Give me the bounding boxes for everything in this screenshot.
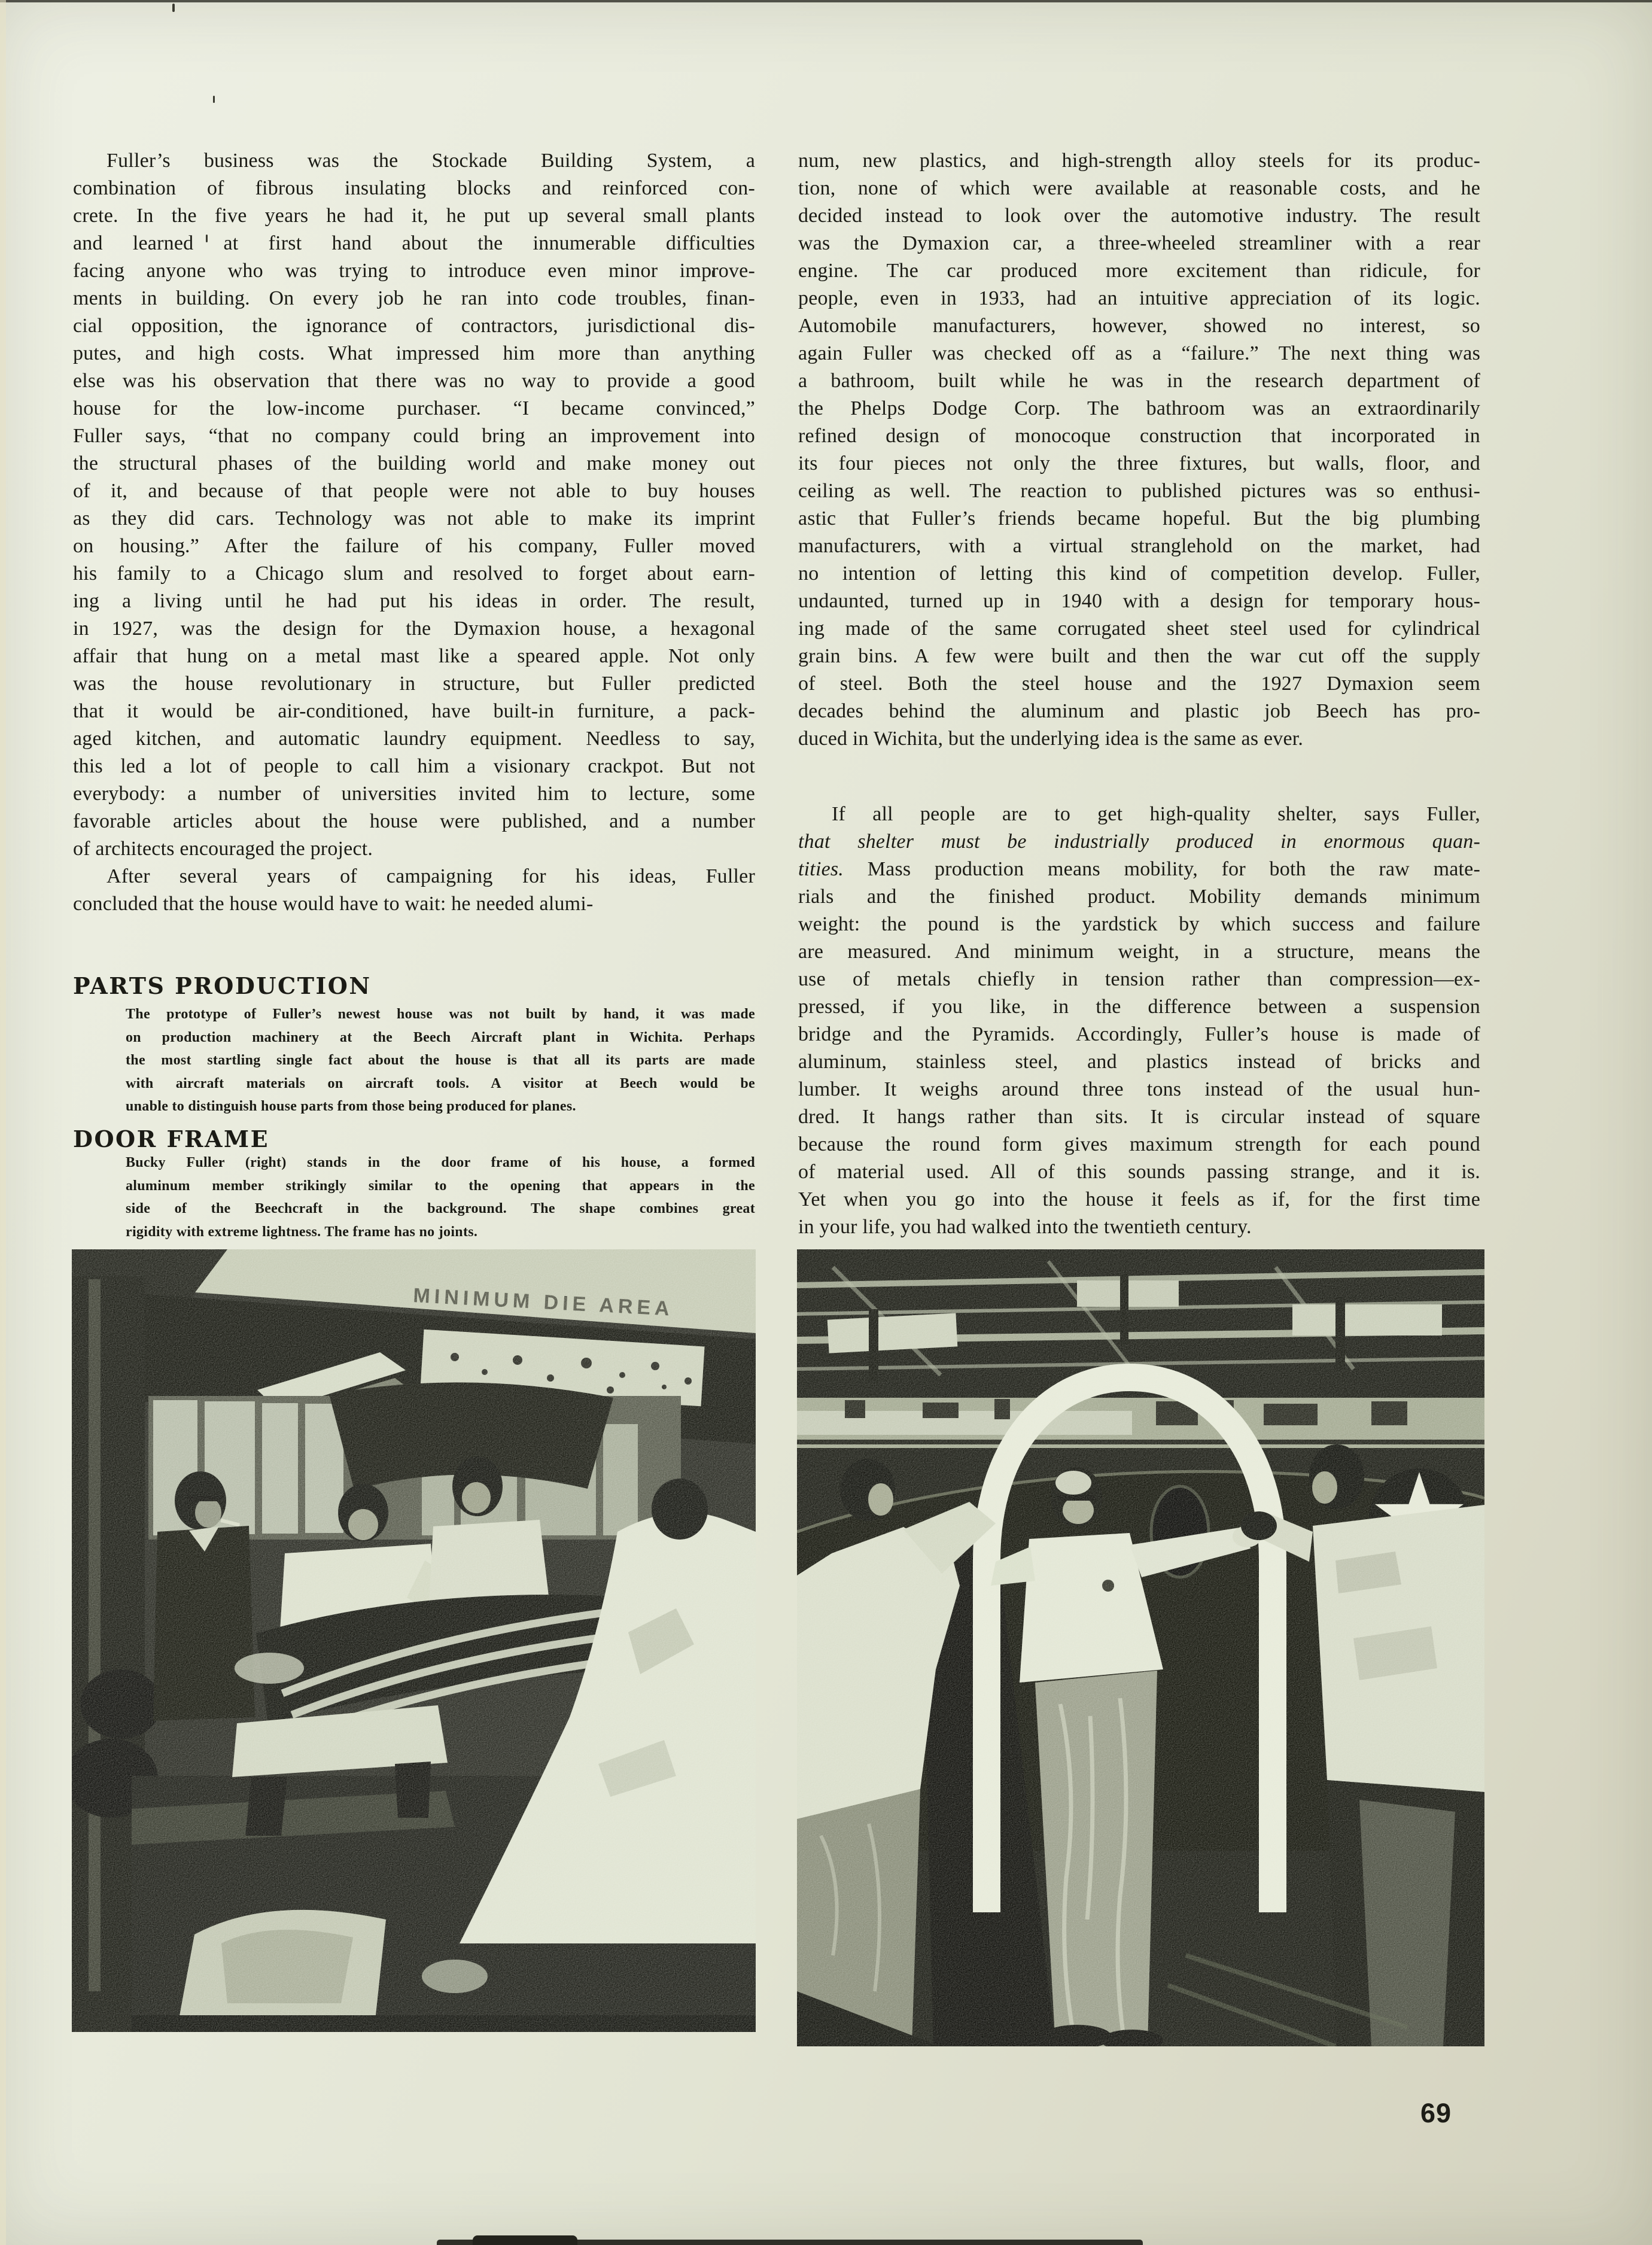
text-line: people, even in 1933, had an intuitive appreciation of its logic.: [798, 287, 1480, 309]
factory-press-scene: [72, 1249, 756, 2032]
text-line: ing made of the same corrugated sheet steel used for cylindrical: [798, 617, 1480, 640]
body-paragraph: [73, 147, 755, 863]
text-line: After several years of campaigning for his ideas, Fuller: [107, 865, 755, 887]
text-line: of steel. Both the steel house and the 1927 Dymaxion seem: [798, 673, 1480, 695]
text-line: no intention of letting this kind of competition develop. Fuller,: [798, 562, 1480, 585]
text-line: a bathroom, built while he was in the research department of: [798, 370, 1480, 392]
film-grain: [797, 1249, 1484, 2046]
text-line: pressed, if you like, in the difference between a suspension: [798, 996, 1480, 1018]
body-paragraph: [73, 863, 755, 918]
text-line: Yet when you go into the house it feels as if, for the first time: [798, 1188, 1480, 1210]
body-paragraph: [798, 147, 1480, 753]
text-line: this led a lot of people to call him a visionary crackpot. But not: [73, 755, 755, 777]
photo-caption-door-frame: [126, 1151, 755, 1243]
photo-caption-parts-production: [126, 1003, 755, 1118]
text-line: the Phelps Dodge Corp. The bathroom was an extraordinarily: [798, 397, 1480, 419]
right-column: [798, 0, 1480, 1251]
text-line: engine. The car produced more excitement than ridicule, for: [798, 260, 1480, 282]
text-line: of material used. All of this sounds passing strange, and it is.: [798, 1161, 1480, 1183]
text-line: decades behind the aluminum and plastic job Beech has pro-: [798, 700, 1480, 722]
text-line: on housing.” After the failure of his company, Fuller moved: [73, 535, 755, 557]
text-line: putes, and high costs. What impressed him more than anything: [73, 342, 755, 364]
text-line: of it, and because of that people were not able to buy houses: [73, 480, 755, 502]
text-line: weight: the pound is the yardstick by which success and failure: [798, 913, 1480, 935]
text-line: Fuller’s business was the Stockade Building System, a: [107, 150, 755, 172]
text-line: unable to distinguish house parts from those being produced for planes.: [126, 1099, 576, 1114]
text-line: that it would be air-conditioned, have built-in furniture, a pack-: [73, 700, 755, 722]
section-heading-door-frame: DOOR FRAME: [73, 1125, 270, 1152]
text-line: decided instead to look over the automotive industry. The result: [798, 205, 1480, 227]
text-line: bridge and the Pyramids. Accordingly, Fuller’s house is made of: [798, 1023, 1480, 1045]
text-line: tities. Mass production means mobility, for both the raw mate-: [798, 858, 1480, 880]
text-line: dred. It hangs rather than sits. It is circular instead of square: [798, 1106, 1480, 1128]
text-line: manufacturers, with a virtual stranglehold on the market, had: [798, 535, 1480, 557]
text-line: aluminum, stainless steel, and plastics instead of bricks and: [798, 1051, 1480, 1073]
text-line: are measured. And minimum weight, in a structure, means the: [798, 941, 1480, 963]
text-line: crete. In the five years he had it, he put up several small plants: [73, 205, 755, 227]
text-line: the structural phases of the building world and make money out: [73, 452, 755, 474]
text-line: rigidity with extreme lightness. The frame has no joints.: [126, 1224, 478, 1240]
text-line: the most startling single fact about the house is that all its parts are made: [126, 1052, 755, 1068]
parts-production-photo: [72, 1249, 756, 2032]
section-heading-parts-production: PARTS PRODUCTION: [73, 972, 372, 999]
text-line: Fuller says, “that no company could bring an improvement into: [73, 425, 755, 447]
text-line: house for the low-income purchaser. “I became convinced,”: [73, 397, 755, 419]
scan-left-edge: [0, 0, 6, 2245]
die-area-sign-text: MINIMUM DIE AREA: [412, 1284, 674, 1321]
text-line: favorable articles about the house were published, and a number: [73, 810, 755, 832]
text-line: everybody: a number of universities invited him to lecture, some: [73, 783, 755, 805]
text-line: If all people are to get high-quality shelter, says Fuller,: [832, 803, 1480, 825]
text-line: duced in Wichita, but the underlying idea is the same as ever.: [798, 728, 1304, 750]
text-line: ceiling as well. The reaction to published pictures was so enthusi-: [798, 480, 1480, 502]
text-line: of architects encouraged the project.: [73, 838, 373, 860]
text-line: on production machinery at the Beech Aircraft plant in Wichita. Perhaps: [126, 1029, 755, 1045]
text-line: aged kitchen, and automatic laundry equipment. Needless to say,: [73, 728, 755, 750]
text-line: rials and the finished product. Mobility demands minimum: [798, 886, 1480, 908]
text-line: tion, none of which were available at reasonable costs, and he: [798, 177, 1480, 199]
text-line: The prototype of Fuller’s newest house was not built by hand, it was made: [126, 1006, 755, 1022]
text-line: astic that Fuller’s friends became hopeful. But the big plumbing: [798, 507, 1480, 530]
text-line: that shelter must be industrially produced in enormous quan-: [798, 831, 1480, 853]
text-line: his family to a Chicago slum and resolved to forget about earn-: [73, 562, 755, 585]
text-line: undaunted, turned up in 1940 with a design for temporary hous-: [798, 590, 1480, 612]
text-line: use of metals chiefly in tension rather than compression—ex-: [798, 968, 1480, 990]
text-line: ments in building. On every job he ran into code troubles, finan-: [73, 287, 755, 309]
text-line: with aircraft materials on aircraft tools. A visitor at Beech would be: [126, 1075, 755, 1091]
text-line: ing a living until he had put his ideas in order. The result,: [73, 590, 755, 612]
text-line: was the Dymaxion car, a three-wheeled streamliner with a rear: [798, 232, 1480, 254]
text-line: refined design of monocoque construction that incorporated in: [798, 425, 1480, 447]
text-line: affair that hung on a metal mast like a speared apple. Not only: [73, 645, 755, 667]
body-paragraph: [798, 801, 1480, 1241]
film-grain: [72, 1249, 756, 2032]
text-line: in 1927, was the design for the Dymaxion house, a hexagonal: [73, 617, 755, 640]
left-column: [73, 0, 755, 1251]
text-line: concluded that the house would have to wait: he needed alumi-: [73, 893, 594, 915]
hangar-door-frame-scene: [797, 1249, 1484, 2046]
text-line: its four pieces not only the three fixtures, but walls, floor, and: [798, 452, 1480, 474]
scan-artifact: [473, 2235, 577, 2245]
text-line: cial opposition, the ignorance of contractors, jurisdictional dis-: [73, 315, 755, 337]
text-line: grain bins. A few were built and then the war cut off the supply: [798, 645, 1480, 667]
text-line: facing anyone who was trying to introduce even minor improve-: [73, 260, 755, 282]
door-frame-photo: [797, 1249, 1484, 2046]
text-line: Bucky Fuller (right) stands in the door frame of his house, a formed: [126, 1155, 755, 1170]
text-line: num, new plastics, and high-strength alloy steels for its produc-: [798, 150, 1480, 172]
text-line: because the round form gives maximum strength for each pound: [798, 1133, 1480, 1155]
page-number: 69: [1420, 2098, 1452, 2128]
text-line: was the house revolutionary in structure, but Fuller predicted: [73, 673, 755, 695]
text-line: aluminum member strikingly similar to the opening that appears in the: [126, 1178, 755, 1194]
text-line: Automobile manufacturers, however, showed no interest, so: [798, 315, 1480, 337]
text-line: side of the Beechcraft in the background. The shape combines great: [126, 1201, 755, 1216]
text-line: again Fuller was checked off as a “failure.” The next thing was: [798, 342, 1480, 364]
text-line: else was his observation that there was no way to provide a good: [73, 370, 755, 392]
text-line: and learned at first hand about the innumerable difficulties: [73, 232, 755, 254]
text-line: in your life, you had walked into the twentieth century.: [798, 1216, 1252, 1238]
text-line: lumber. It weighs around three tons instead of the usual hun-: [798, 1078, 1480, 1100]
text-line: combination of fibrous insulating blocks and reinforced con-: [73, 177, 755, 199]
text-line: as they did cars. Technology was not able to make its imprint: [73, 507, 755, 530]
